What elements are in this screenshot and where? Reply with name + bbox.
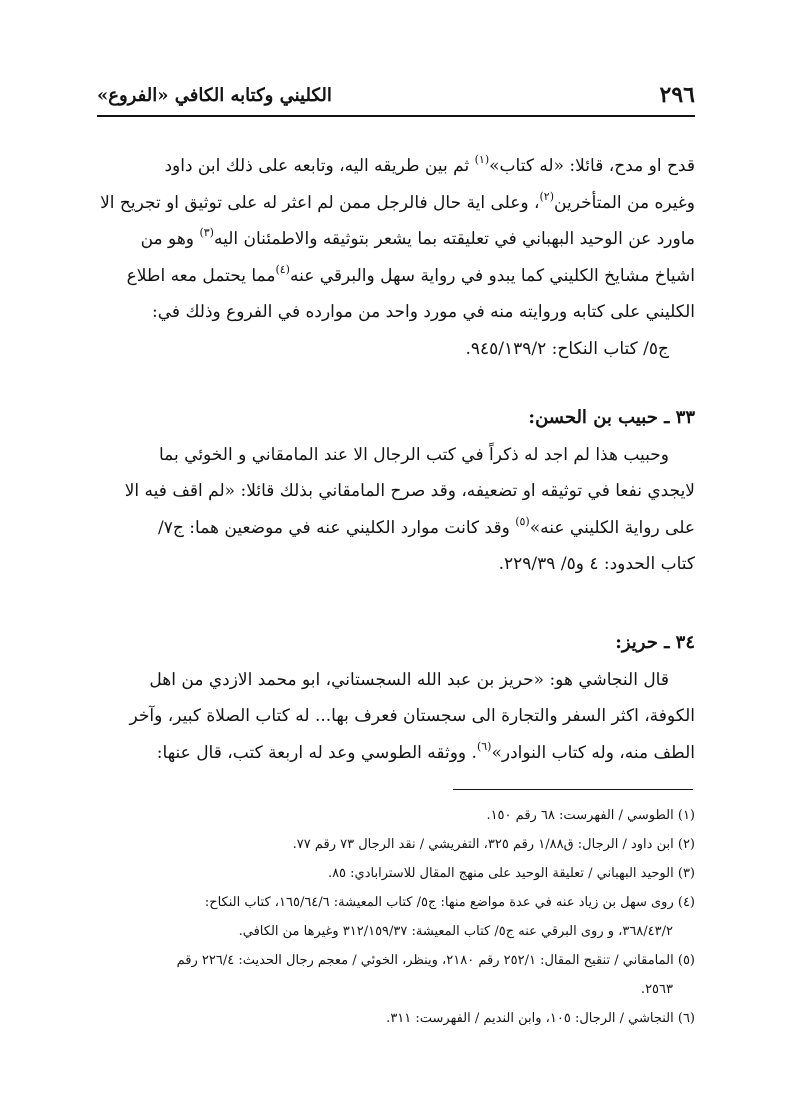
- footnote: (٤) روى سهل بن زياد عنه في عدة مواضع منها: ج٥/ كتاب المعيشة: ١٦٥/٦٤/٦، كتاب النكاح:: [204, 895, 695, 910]
- text-line: ماورد عن الوحيد البهباني في تعليقته بما يشعر بتوثيقه والاطمئنان اليه$^{(٣)}$ وهو من: [140, 226, 695, 249]
- footnote-ref[interactable]: (٣): [199, 226, 214, 239]
- text-line: الطف منه، وله كتاب النوادر»$^{(٦)}$. ووثقه الطوسي وعد له اربعة كتب، قال عنها:: [156, 739, 695, 763]
- text-line: كتاب الحدود: ٤ و٥/ ٢٢٩/٣٩.: [498, 554, 695, 574]
- text-line: الكوفة، اكثر السفر والتجارة الى سجستان فعرف بها... له كتاب الصلاة كبير، وآخر: [129, 706, 695, 726]
- citation-line: ج٥/ كتاب النكاح: ٩٤٥/١٣٩/٢.: [465, 338, 669, 359]
- paragraph-continuation: [97, 148, 695, 367]
- text-line: على رواية الكليني عنه»$^{(٥)}$ وقد كانت موارد الكليني عنه في موضعين هما: ج٧/: [158, 514, 695, 538]
- footnote: (٦) النجاشي / الرجال: ١٠٥، وابن النديم / الفهرست: ٣١١.: [386, 1011, 695, 1026]
- text-line: قال النجاشي هو: «حريز بن عبد الله السجستاني، ابو محمد الازدي من اهل: [149, 669, 669, 690]
- page-header: [97, 80, 695, 110]
- footnote-ref[interactable]: (٦): [476, 739, 492, 753]
- footnotes: [97, 801, 695, 1033]
- entry-heading: ٣٤ ـ حريز:: [615, 632, 695, 653]
- footnote: (٣) الوحيد البهباني / تعليقة الوحيد على منهج المقال للاسترابادي: ٨٥.: [327, 866, 695, 881]
- footnote-separator: [453, 789, 693, 790]
- footnote: (٥) المامقاني / تنقيح المقال: ٢٥٢/١ رقم ٢١٨٠، وينظر، الخوئي / معجم رجال الحديث: ٢٢٦/٤ رقم: [176, 953, 695, 968]
- header-rule: [97, 115, 695, 117]
- entry-habib-ibn-al-hasan: [97, 400, 695, 583]
- footnote: (٢) ابن داود / الرجال: ق١/٨٨ رقم ٣٢٥، التفريشي / نقد الرجال ٧٣ رقم ٧٧.: [292, 837, 695, 852]
- footnote-ref[interactable]: (٥): [515, 514, 530, 528]
- entry-heading: ٣٣ ـ حبيب بن الحسن:: [528, 407, 695, 428]
- footnote-ref[interactable]: (٤): [275, 262, 290, 276]
- text-line: وحبيب هذا لم اجد له ذكراً في كتب الرجال الا عند المامقاني و الخوئي بما: [159, 444, 669, 465]
- page-number: ٢٩٦: [659, 82, 695, 108]
- text-line: لايجدي نفعا في توثيقه او تضعيفه، وقد صرح المامقاني بذلك قائلا: «لم اقف فيه الا: [124, 481, 695, 501]
- entry-hariz: [97, 625, 695, 771]
- running-title: الكليني وكتابه الكافي «الفروع»: [97, 84, 332, 106]
- footnote: (١) الطوسي / الفهرست: ٦٨ رقم ١٥٠.: [486, 808, 695, 823]
- footnote-continuation: ٣٦٨/٤٣/٢، و روى البرقي عنه ج٥/ كتاب المعيشة: ٣١٢/١٥٩/٣٧ وغيرها من الكافي.: [238, 924, 673, 939]
- footnote-continuation: ٢٥٦٣.: [640, 982, 673, 997]
- text-line: الكليني على كتابه وروايته منه في مورد واحد من موارده في الفروع وذلك في:: [152, 302, 695, 322]
- text-line: وغيره من المتأخرين$^{(٢)}$، وعلى اية حال فالرجل ممن لم اعثر له على توثيق او تجريح الا: [100, 189, 695, 213]
- text-line: اشياخ مشايخ الكليني كما يبدو في رواية سهل والبرقي عنه$^{(٤)}$مما يحتمل معه اطلاع: [126, 262, 695, 286]
- footnote-ref[interactable]: (١): [474, 153, 490, 166]
- text-line: قدح او مدح، قائلا: «له كتاب»$^{(١)}$ ثم بين طريقه اليه، وتابعه على ذلك ابن داود: [164, 153, 695, 176]
- footnote-ref[interactable]: (٢): [539, 189, 555, 203]
